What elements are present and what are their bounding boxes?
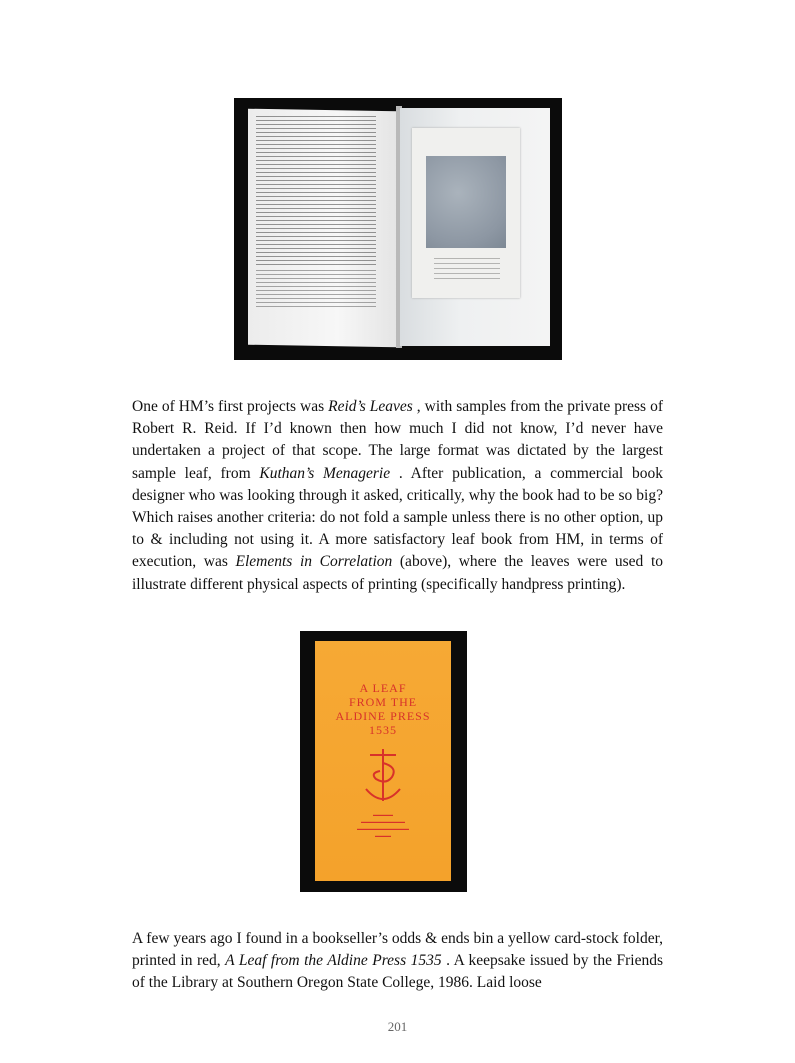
paragraph-aldine-leaf: A few years ago I found in a bookseller’s odds & ends bin a yellow card-stock folder, printed in red, A Leaf from the Aldine Press 1535 . A keepsake issued by the Friends of the Library at Southern Oregon State College, 1986. Laid loose [132,930,663,992]
yellow-folder [315,641,451,881]
sample-print [426,156,506,248]
printed-text-block-lower [256,270,376,310]
sample-caption [434,258,500,282]
folder-imprint: ▬▬▬▬▬ ▬▬▬▬▬▬▬▬▬▬▬ ▬▬▬▬▬▬▬▬▬▬▬▬▬ ▬▬▬▬ [357,812,409,838]
paragraph-reids-leaves: One of HM’s first projects was Reid’s Leaves , with samples from the private press of Robert R. Reid. If I’d known then how much I did not know, I’d never have undertaken a project of that scope. The large format was dictated by the largest sample leaf, from Kuthan’s Menagerie . After publication, a commercial book designer who was looking through it asked, critically, why the book had to be so big? Which raises another criteria: do not fold a sample unless there is no other option, up to & including not using it. A more satisfactory leaf book from HM, in terms of execution, was Elements in Correlation (above), where the leaves were used to illustrate different physical aspects of printing (specifically handpress printing). [132,398,663,593]
open-book-photo [234,98,562,360]
folder-title: A LEAF FROM THE ALDINE PRESS 1535 [335,681,431,737]
printed-text-block [256,116,376,266]
aldine-leaf-folder-photo [300,631,467,892]
page-number: 201 [387,1019,408,1034]
anchor-dolphin-device-icon [358,745,408,805]
